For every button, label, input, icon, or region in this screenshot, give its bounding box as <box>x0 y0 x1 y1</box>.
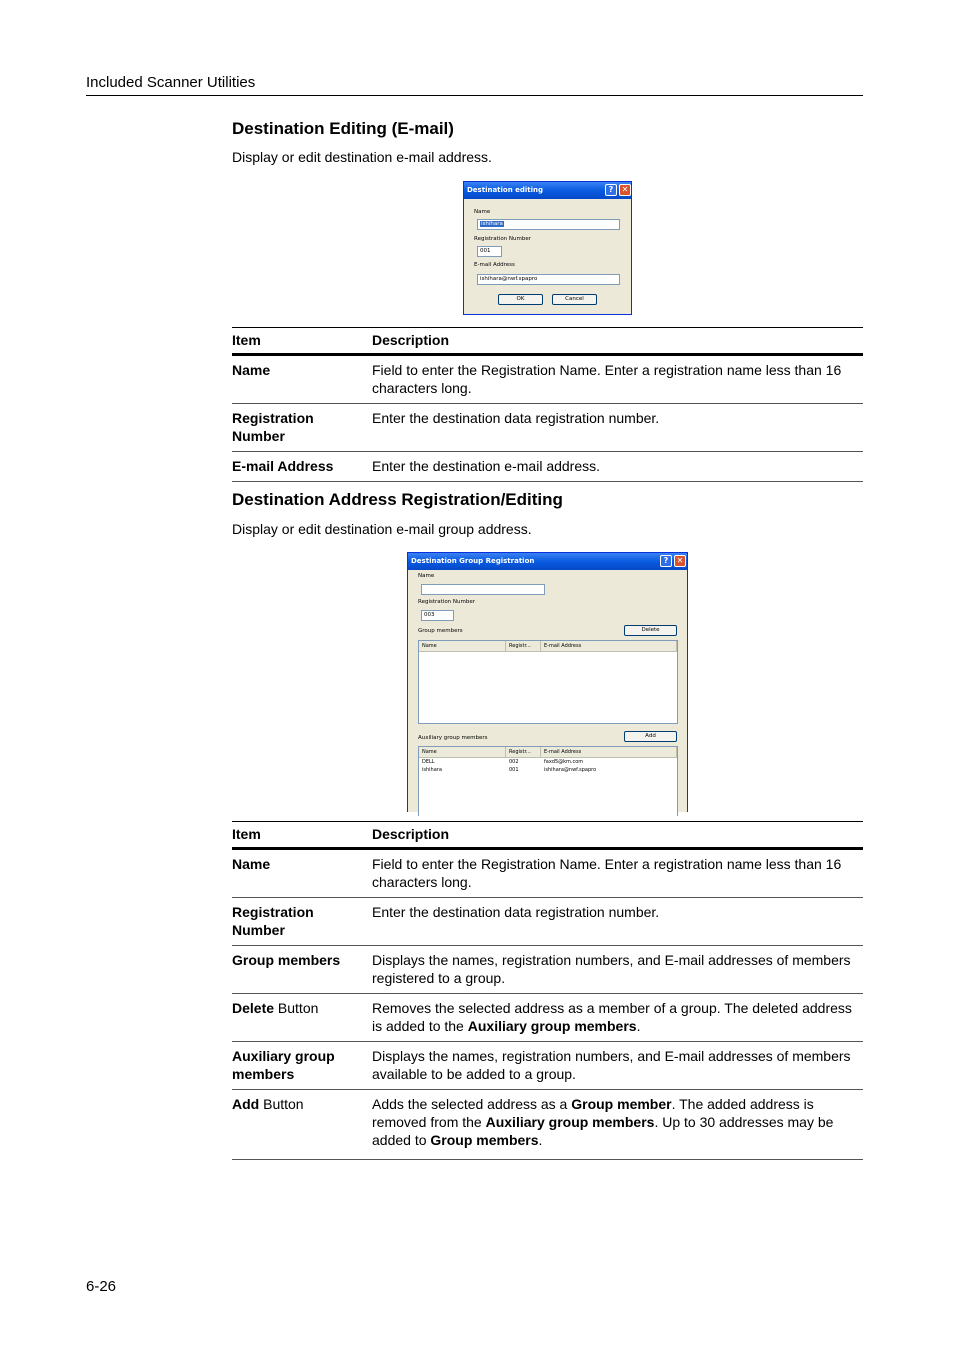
section1-intro: Display or edit destination e-mail address. <box>232 149 492 165</box>
auxiliary-group-members-label: Auxiliary group members <box>418 735 488 741</box>
list-item-email: ishihara@nwf.spapro <box>544 767 597 773</box>
name-label: Name <box>474 209 491 215</box>
column-header-description: Description <box>372 822 863 849</box>
column-header-item: Item <box>232 822 372 849</box>
table-row <box>232 849 863 898</box>
destination-editing-dialog <box>463 181 632 315</box>
help-icon[interactable]: ? <box>660 555 672 567</box>
desc-text: . <box>538 1132 543 1148</box>
row-item <box>232 1090 372 1160</box>
row-description: Displays the names, registration numbers, and E-mail addresses of members available to be added to a group. <box>372 1042 863 1090</box>
row-description: Displays the names, registration numbers, and E-mail addresses of members registered to a group. <box>372 946 863 994</box>
section2-heading: Destination Address Registration/Editing <box>232 490 563 509</box>
desc-text: . <box>636 1018 641 1034</box>
list-item-registration: 002 <box>509 759 519 765</box>
registration-number-label: Registration Number <box>418 599 476 605</box>
list-header <box>419 747 677 758</box>
auxiliary-group-members-list[interactable] <box>418 746 678 816</box>
item-suffix: Button <box>274 1000 319 1016</box>
name-field[interactable] <box>421 584 545 595</box>
email-address-field[interactable]: ishihara@nwf.spapro <box>477 274 620 285</box>
table-row <box>232 994 863 1042</box>
list-item-registration: 001 <box>509 767 519 773</box>
add-button[interactable]: Add <box>624 731 677 742</box>
table-row <box>232 898 863 946</box>
close-icon[interactable]: ✕ <box>674 555 686 567</box>
table-row <box>232 404 863 452</box>
row-description: Field to enter the Registration Name. Enter a registration name less than 16 characters long. <box>372 355 863 404</box>
section2-intro: Display or edit destination e-mail group address. <box>232 521 532 537</box>
close-icon[interactable]: ✕ <box>619 184 631 196</box>
registration-number-label: Registration Number <box>474 236 532 242</box>
table-row <box>232 1090 863 1160</box>
list-column-registration[interactable]: Registr... <box>506 747 541 757</box>
desc-bold: Auxiliary group members <box>467 1018 637 1034</box>
group-members-list[interactable] <box>418 640 678 724</box>
desc-text: Removes the selected address as a member of a group. The deleted address is added to the <box>372 1000 852 1034</box>
row-item: Name <box>232 355 372 404</box>
row-item: Registration Number <box>232 898 372 946</box>
list-column-name[interactable]: Name <box>419 747 506 757</box>
dialog-title: Destination editing <box>467 186 544 194</box>
list-header <box>419 641 677 652</box>
dialog-title: Destination Group Registration <box>411 557 535 565</box>
destination-group-registration-dialog <box>407 552 688 812</box>
delete-button[interactable]: Delete <box>624 625 677 636</box>
table-header-row <box>232 328 863 355</box>
list-item-name[interactable]: DELL <box>422 759 435 765</box>
registration-number-field[interactable]: 003 <box>421 610 454 621</box>
item-suffix: Button <box>259 1096 304 1112</box>
page-number: 6-26 <box>86 1278 117 1295</box>
help-icon[interactable]: ? <box>605 184 617 196</box>
row-item <box>232 994 372 1042</box>
header-rule <box>86 95 863 96</box>
section1-heading: Destination Editing (E-mail) <box>232 119 454 138</box>
row-description <box>372 994 863 1042</box>
item-bold: Add <box>232 1096 260 1112</box>
desc-text: Adds the selected address as a <box>372 1096 572 1112</box>
cancel-button[interactable]: Cancel <box>552 294 597 305</box>
name-field[interactable]: ishihara <box>477 219 620 230</box>
row-item: Group members <box>232 946 372 994</box>
desc-text: . The added address is removed from the <box>372 1096 814 1130</box>
desc-bold: Group member <box>571 1096 672 1112</box>
row-description <box>372 1090 863 1160</box>
section1-table <box>232 327 863 482</box>
table-row <box>232 452 863 482</box>
table-row <box>232 1042 863 1090</box>
row-item: Auxiliary group members <box>232 1042 372 1090</box>
table-row <box>232 355 863 404</box>
row-item: Registration Number <box>232 404 372 452</box>
ok-button[interactable]: OK <box>498 294 543 305</box>
desc-bold: Auxiliary group members <box>485 1114 655 1130</box>
list-column-email[interactable]: E-mail Address <box>541 747 677 757</box>
group-members-label: Group members <box>418 628 463 634</box>
row-item: E-mail Address <box>232 452 372 482</box>
table-header-row <box>232 822 863 849</box>
list-column-name[interactable]: Name <box>419 641 506 651</box>
list-item-email: faxd5@km.com <box>544 759 584 765</box>
registration-number-field[interactable]: 001 <box>477 246 502 257</box>
column-header-description: Description <box>372 328 863 355</box>
running-header: Included Scanner Utilities <box>86 74 256 91</box>
name-label: Name <box>418 573 435 579</box>
table-row <box>232 946 863 994</box>
section2-table <box>232 821 863 1160</box>
column-header-item: Item <box>232 328 372 355</box>
row-description: Enter the destination e-mail address. <box>372 452 863 482</box>
row-description: Field to enter the Registration Name. Enter a registration name less than 16 characters long. <box>372 849 863 898</box>
row-description: Enter the destination data registration number. <box>372 404 863 452</box>
desc-bold: Group members <box>430 1132 539 1148</box>
list-column-registration[interactable]: Registr... <box>506 641 541 651</box>
list-item-name[interactable]: ishihara <box>422 767 442 773</box>
row-description: Enter the destination data registration number. <box>372 898 863 946</box>
desc-text: . Up to 30 addresses may be added to <box>372 1114 834 1148</box>
dialog-title-bar <box>408 553 687 570</box>
item-bold: Delete <box>232 1000 275 1016</box>
row-item: Name <box>232 849 372 898</box>
list-column-email[interactable]: E-mail Address <box>541 641 677 651</box>
email-address-label: E-mail Address <box>474 262 515 268</box>
